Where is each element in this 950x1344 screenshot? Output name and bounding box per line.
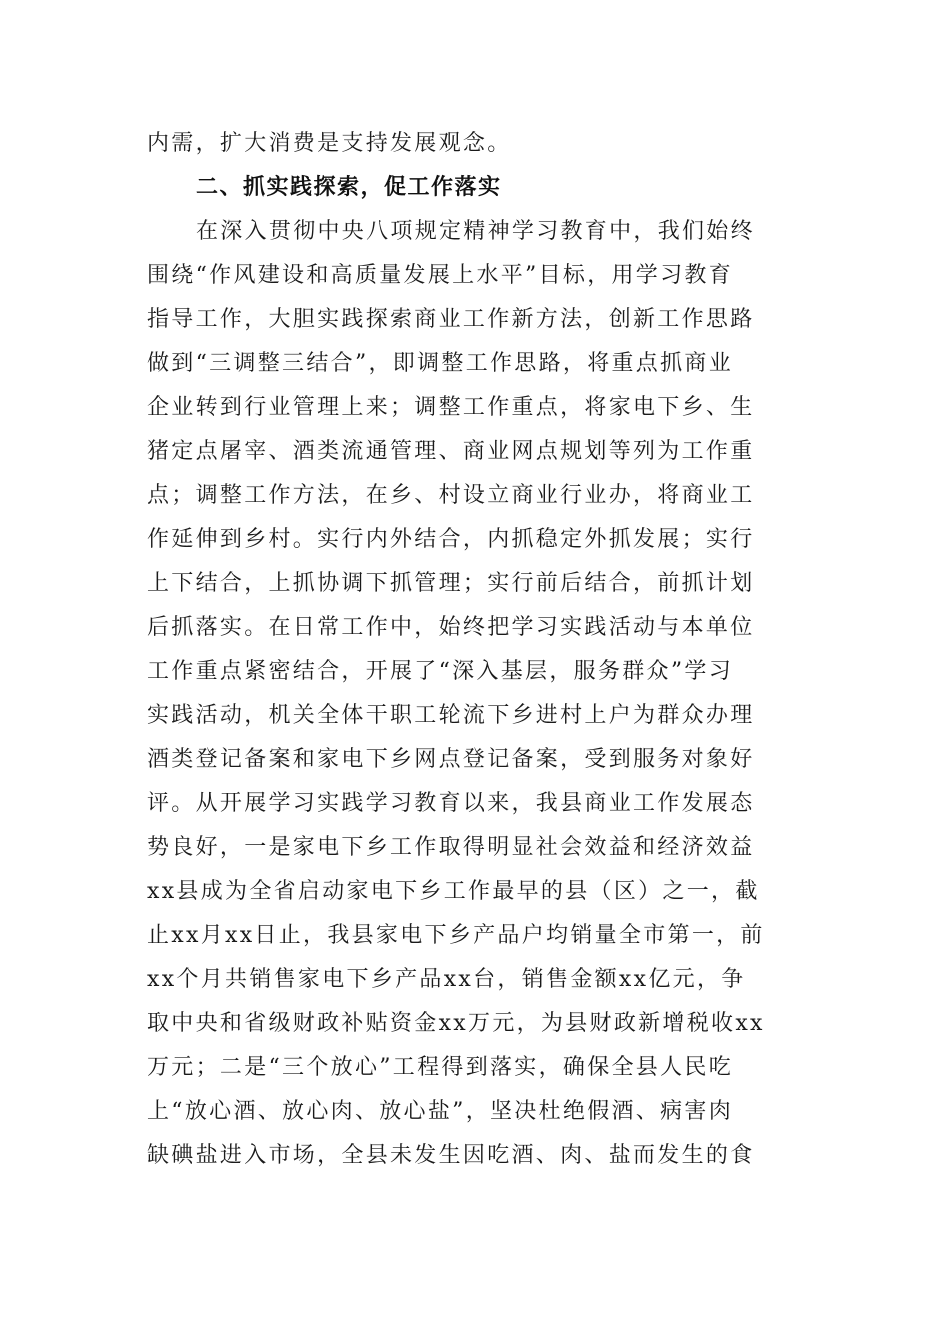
text-line: 势良好，一是家电下乡工作取得明显社会效益和经济效益: [147, 835, 755, 860]
text-line: 实践活动，机关全体干职工轮流下乡进村上户为群众办理: [147, 703, 755, 728]
text-line: 工作重点紧密结合，开展了“深入基层，服务群众”学习: [147, 659, 733, 684]
text-line: 万元；二是“三个放心”工程得到落实，确保全县人民吃: [147, 1055, 733, 1080]
text-line: 内需，扩大消费是支持发展观念。: [147, 131, 512, 156]
text-line: 评。从开展学习实践学习教育以来，我县商业工作发展态: [147, 791, 755, 816]
text-line: 点；调整工作方法，在乡、村设立商业行业办，将商业工: [147, 483, 755, 508]
text-line: 围绕“作风建设和高质量发展上水平”目标，用学习教育: [147, 263, 733, 288]
text-line: xx个月共销售家电下乡产品xx台，销售金额xx亿元，争: [147, 967, 746, 992]
text-line: xx县成为全省启动家电下乡工作最早的县（区）之一，截: [147, 879, 760, 904]
text-line: 后抓落实。在日常工作中，始终把学习实践活动与本单位: [147, 615, 755, 640]
text-line: 取中央和省级财政补贴资金xx万元，为县财政新增税收xx: [147, 1011, 765, 1036]
text-line: 作延伸到乡村。实行内外结合，内抓稳定外抓发展；实行: [147, 527, 755, 552]
text-line: 酒类登记备案和家电下乡网点登记备案，受到服务对象好: [147, 747, 755, 772]
text-line: 指导工作，大胆实践探索商业工作新方法，创新工作思路: [147, 307, 755, 332]
document-body: [147, 122, 811, 1178]
text-line: 猪定点屠宰、酒类流通管理、商业网点规划等列为工作重: [147, 439, 755, 464]
text-line: 企业转到行业管理上来；调整工作重点，将家电下乡、生: [147, 395, 755, 420]
text-line: 上“放心酒、放心肉、放心盐”，坚决杜绝假酒、病害肉: [147, 1099, 733, 1124]
section-heading: 二、抓实践探索，促工作落实: [196, 175, 502, 200]
text-line: 在深入贯彻中央八项规定精神学习教育中，我们始终: [196, 219, 755, 244]
text-line: 做到“三调整三结合”，即调整工作思路，将重点抓商业: [147, 351, 733, 376]
text-line: 上下结合，上抓协调下抓管理；实行前后结合，前抓计划: [147, 571, 755, 596]
text-line: 缺碘盐进入市场，全县未发生因吃酒、肉、盐而发生的食: [147, 1143, 755, 1168]
text-line: 止xx月xx日止，我县家电下乡产品户均销量全市第一，前: [147, 923, 765, 948]
